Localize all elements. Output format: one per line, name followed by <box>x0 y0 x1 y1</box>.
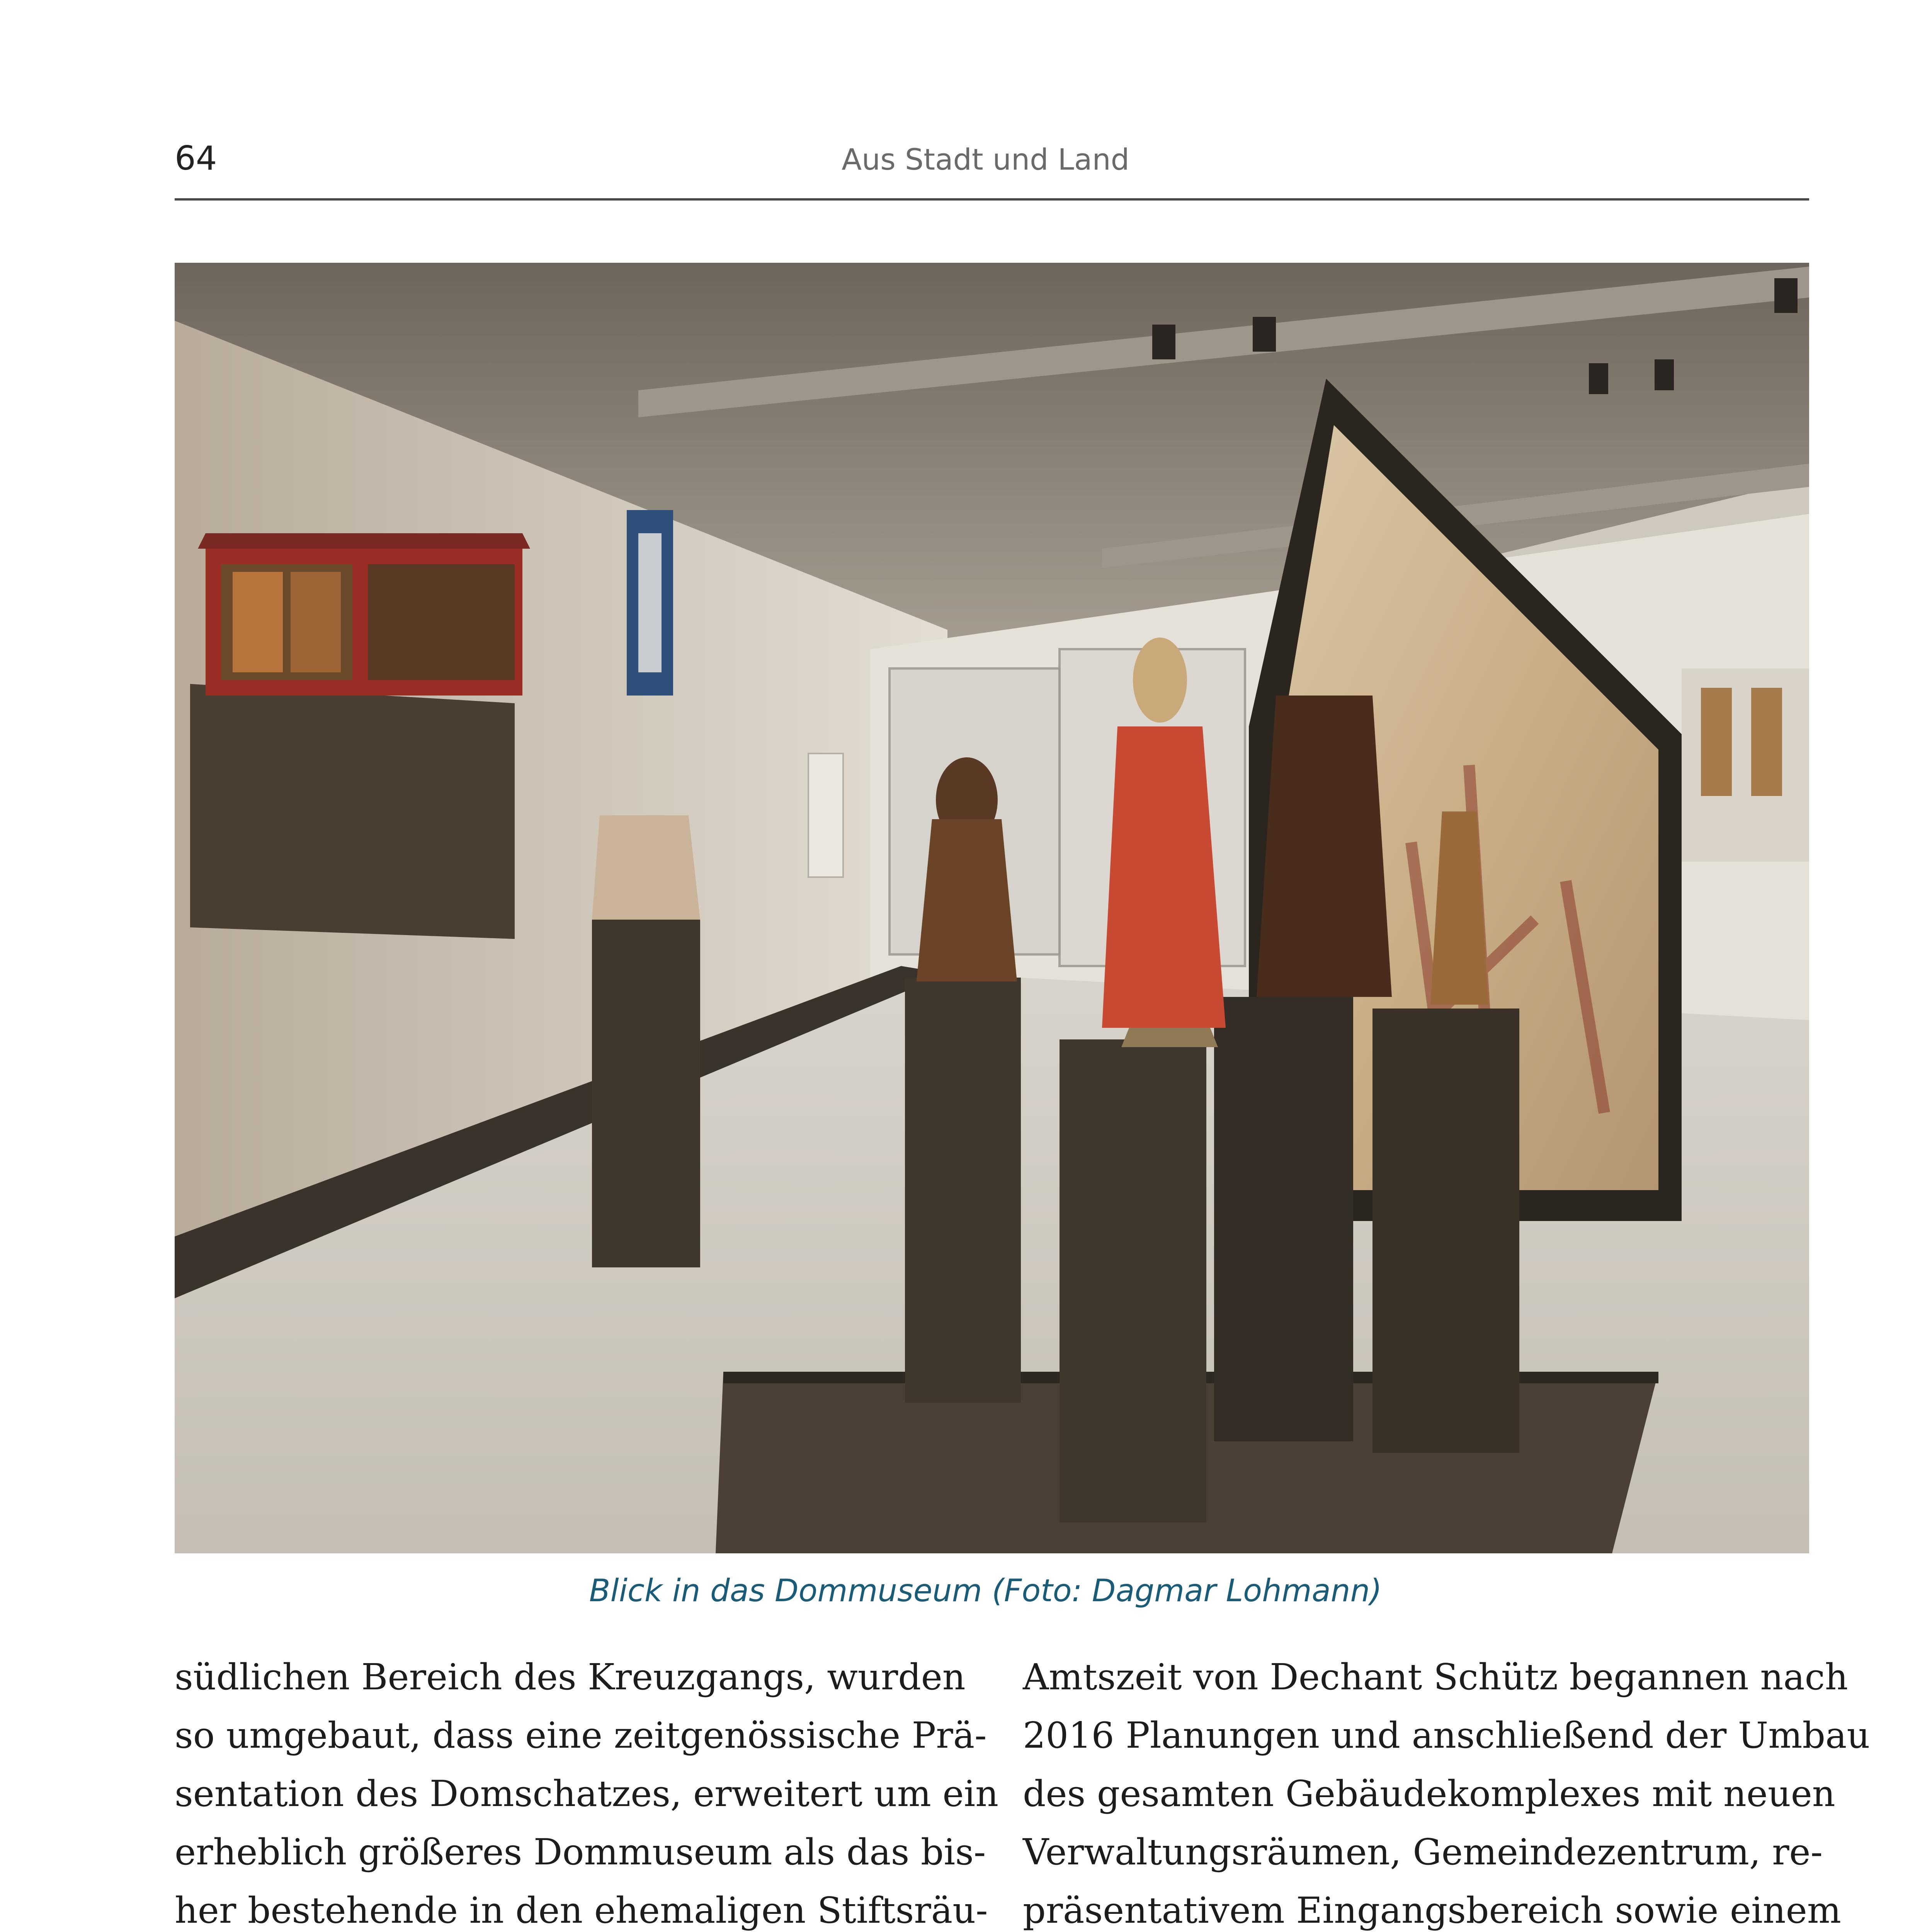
text-line: erheblich größeres Dommuseum als das bis- <box>175 1831 986 1873</box>
running-head: Aus Stadt und Land <box>842 142 1129 177</box>
page-number: 64 <box>175 139 217 178</box>
text-line: her bestehende in den ehemaligen Stiftsräu- <box>175 1889 988 1931</box>
text-line: 2016 Planungen und anschließend der Umbau <box>1023 1714 1870 1756</box>
text-line: des gesamten Gebäudekomplexes mit neuen <box>1023 1773 1835 1815</box>
figure-caption: Blick in das Dommuseum (Foto: Dagmar Lohmann) <box>589 1573 1382 1609</box>
text-line: präsentativem Eingangsbereich sowie einem <box>1023 1889 1841 1931</box>
text-line: so umgebaut, dass eine zeitgenössische Prä- <box>175 1714 987 1756</box>
museum-photo <box>175 263 1809 1553</box>
text-line: südlichen Bereich des Kreuzgangs, wurden <box>175 1656 966 1698</box>
text-line: Verwaltungsräumen, Gemeindezentrum, re- <box>1023 1831 1823 1873</box>
text-column-right <box>1023 1648 1870 1932</box>
header-rule <box>175 198 1809 201</box>
museum-photo-illustration <box>175 263 1809 1553</box>
text-column-left <box>175 1648 999 1932</box>
text-line: Amtszeit von Dechant Schütz begannen nach <box>1023 1656 1848 1698</box>
text-line: sentation des Domschatzes, erweitert um ein <box>175 1773 999 1815</box>
